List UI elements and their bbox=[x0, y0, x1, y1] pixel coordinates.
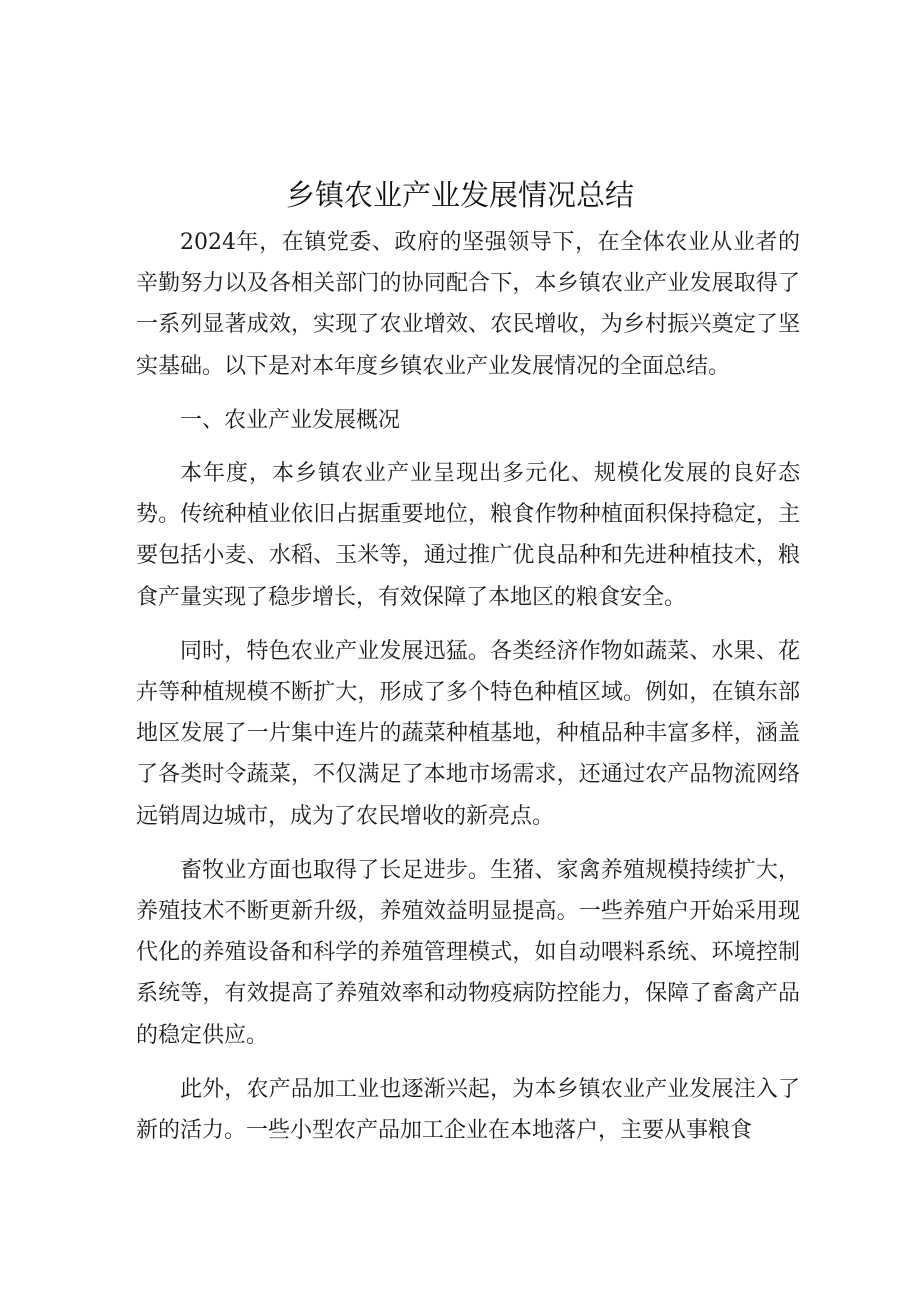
paragraph-processing: 此外，农产品加工业也逐渐兴起，为本乡镇农业产业发展注入了新的活力。一些小型农产品加工企业在本地落户，主要从事粮食 bbox=[136, 1076, 800, 1144]
paragraph-specialty-agriculture: 同时，特色农业产业发展迅猛。各类经济作物如蔬菜、水果、花卉等种植规模不断扩大，形成了多个特色种植区域。例如，在镇东部地区发展了一片集中连片的蔬菜种植基地，种植品种丰富多样，涵盖了各类时令蔬菜，不仅满足了本地市场需求，还通过农产品物流网络远销周边城市，成为了农民增收的新亮点。 bbox=[136, 638, 800, 829]
paragraph-intro: 2024年，在镇党委、政府的坚强领导下，在全体农业从业者的辛勤努力以及各相关部门的协同配合下，本乡镇农业产业发展取得了一系列显著成效，实现了农业增效、农民增收，为乡村振兴奠定了坚实基础。以下是对本年度乡镇农业产业发展情况的全面总结。 bbox=[136, 230, 800, 379]
section-heading: 一、农业产业发展概况 bbox=[180, 407, 401, 433]
paragraph-overview: 本年度，本乡镇农业产业呈现出多元化、规模化发展的良好态势。传统种植业依旧占据重要地位，粮食作物种植面积保持稳定，主要包括小麦、水稻、玉米等，通过推广优良品种和先进种植技术，粮食产量实现了稳步增长，有效保障了本地区的粮食安全。 bbox=[136, 461, 800, 610]
paragraph-livestock: 畜牧业方面也取得了长足进步。生猪、家禽养殖规模持续扩大，养殖技术不断更新升级，养殖效益明显提高。一些养殖户开始采用现代化的养殖设备和科学的养殖管理模式，如自动喂料系统、环境控制系统等，有效提高了养殖效率和动物疫病防控能力，保障了畜禽产品的稳定供应。 bbox=[136, 857, 800, 1048]
document-title: 乡镇农业产业发展情况总结 bbox=[285, 178, 634, 212]
document-body bbox=[136, 222, 800, 1164]
